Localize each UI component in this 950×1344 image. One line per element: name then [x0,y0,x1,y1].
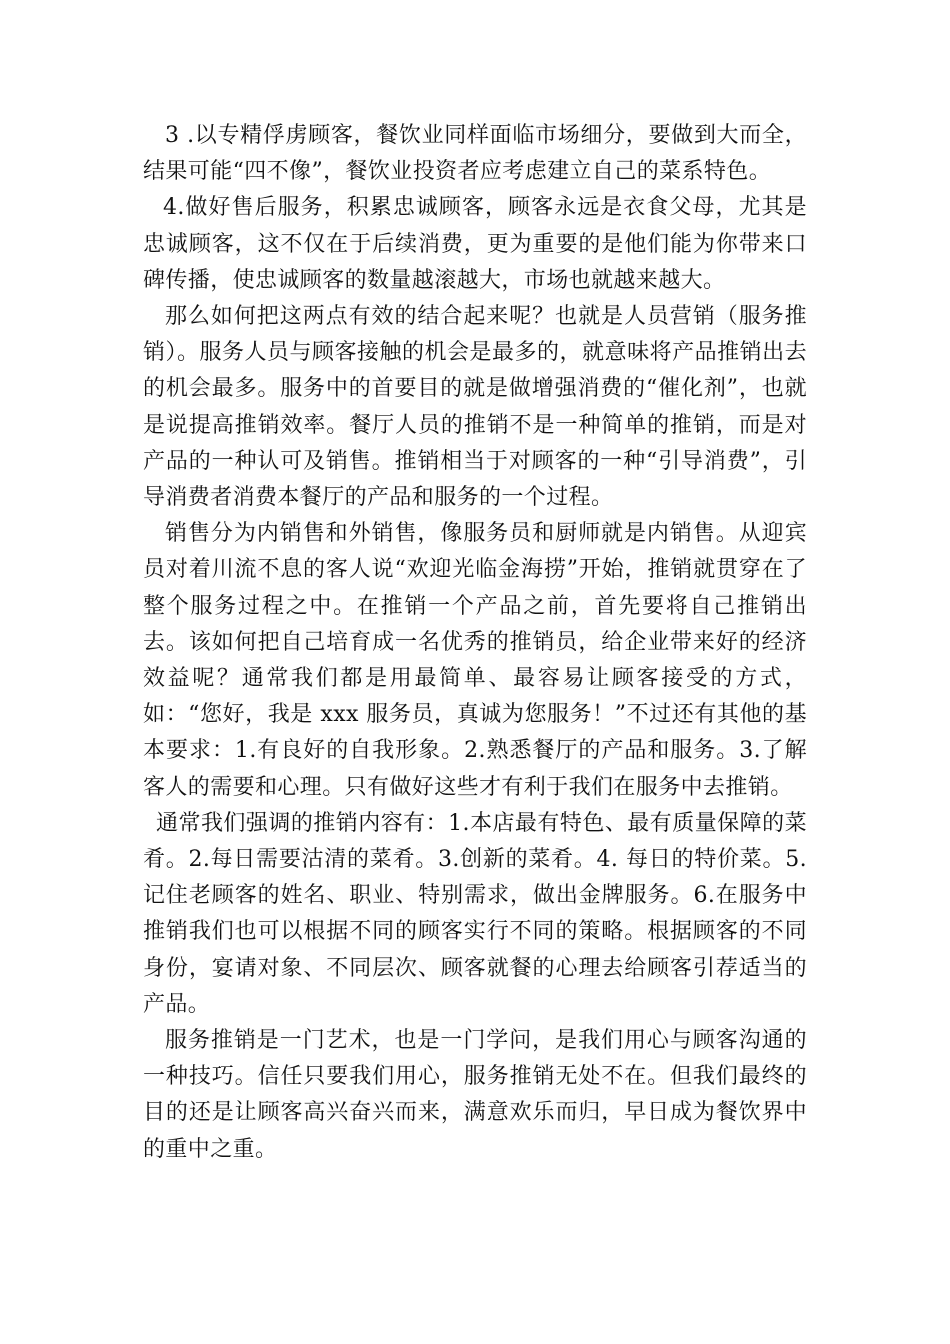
document-body [143,118,807,1168]
paragraph-3: 那么如何把这两点有效的结合起来呢？也就是人员营销（服务推销）。服务人员与顾客接触的机会是最多的，就意味将产品推销出去的机会最多。服务中的首要目的就是做增强消费的“催化剂”，也就是说提高推销效率。餐厅人员的推销不是一种简单的推销，而是对产品的一种认可及销售。推销相当于对顾客的一种“引导消费”，引导消费者消费本餐厅的产品和服务的一个过程。 [143,304,807,511]
paragraph-1: 3 .以专精俘虏顾客，餐饮业同样面临市场细分，要做到大而全，结果可能“四不像”，餐饮业投资者应考虑建立自己的菜系特色。 [143,123,807,185]
paragraph-4: 销售分为内销售和外销售，像服务员和厨师就是内销售。从迎宾员对着川流不息的客人说“欢迎光临金海捞”开始，推销就贯穿在了整个服务过程之中。在推销一个产品之前，首先要将自己推销出去。该如何把自己培育成一名优秀的推销员，给企业带来好的经济效益呢？通常我们都是用最简单、最容易让顾客接受的方式，如：“您好，我是 xxx 服务员，真诚为您服务！”不过还有其他的基本要求：1.有良好的自我形象。2.熟悉餐厅的产品和服务。3.了解客人的需要和心理。只有做好这些才有利于我们在服务中去推销。 [143,521,807,800]
paragraph-6: 服务推销是一门艺术，也是一门学问，是我们用心与顾客沟通的一种技巧。信任只要我们用心，服务推销无处不在。但我们最终的目的还是让顾客高兴奋兴而来，满意欢乐而归，早日成为餐饮界中的重中之重。 [143,1028,807,1162]
paragraph-2: 4.做好售后服务，积累忠诚顾客，顾客永远是衣食父母，尤其是忠诚顾客，这不仅在于后续消费，更为重要的是他们能为你带来口碑传播，使忠诚顾客的数量越滚越大，市场也就越来越大。 [143,195,807,293]
paragraph-5: 通常我们强调的推销内容有：1.本店最有特色、最有质量保障的菜肴。2.每日需要沽清的菜肴。3.创新的菜肴。4. 每日的特价菜。5.记住老顾客的姓名、职业、特别需求，做出金牌服务。6.在服务中推销我们也可以根据不同的顾客实行不同的策略。根据顾客的不同身份，宴请对象、不同层次、顾客就餐的心理去给顾客引荐适当的产品。 [143,810,807,1017]
